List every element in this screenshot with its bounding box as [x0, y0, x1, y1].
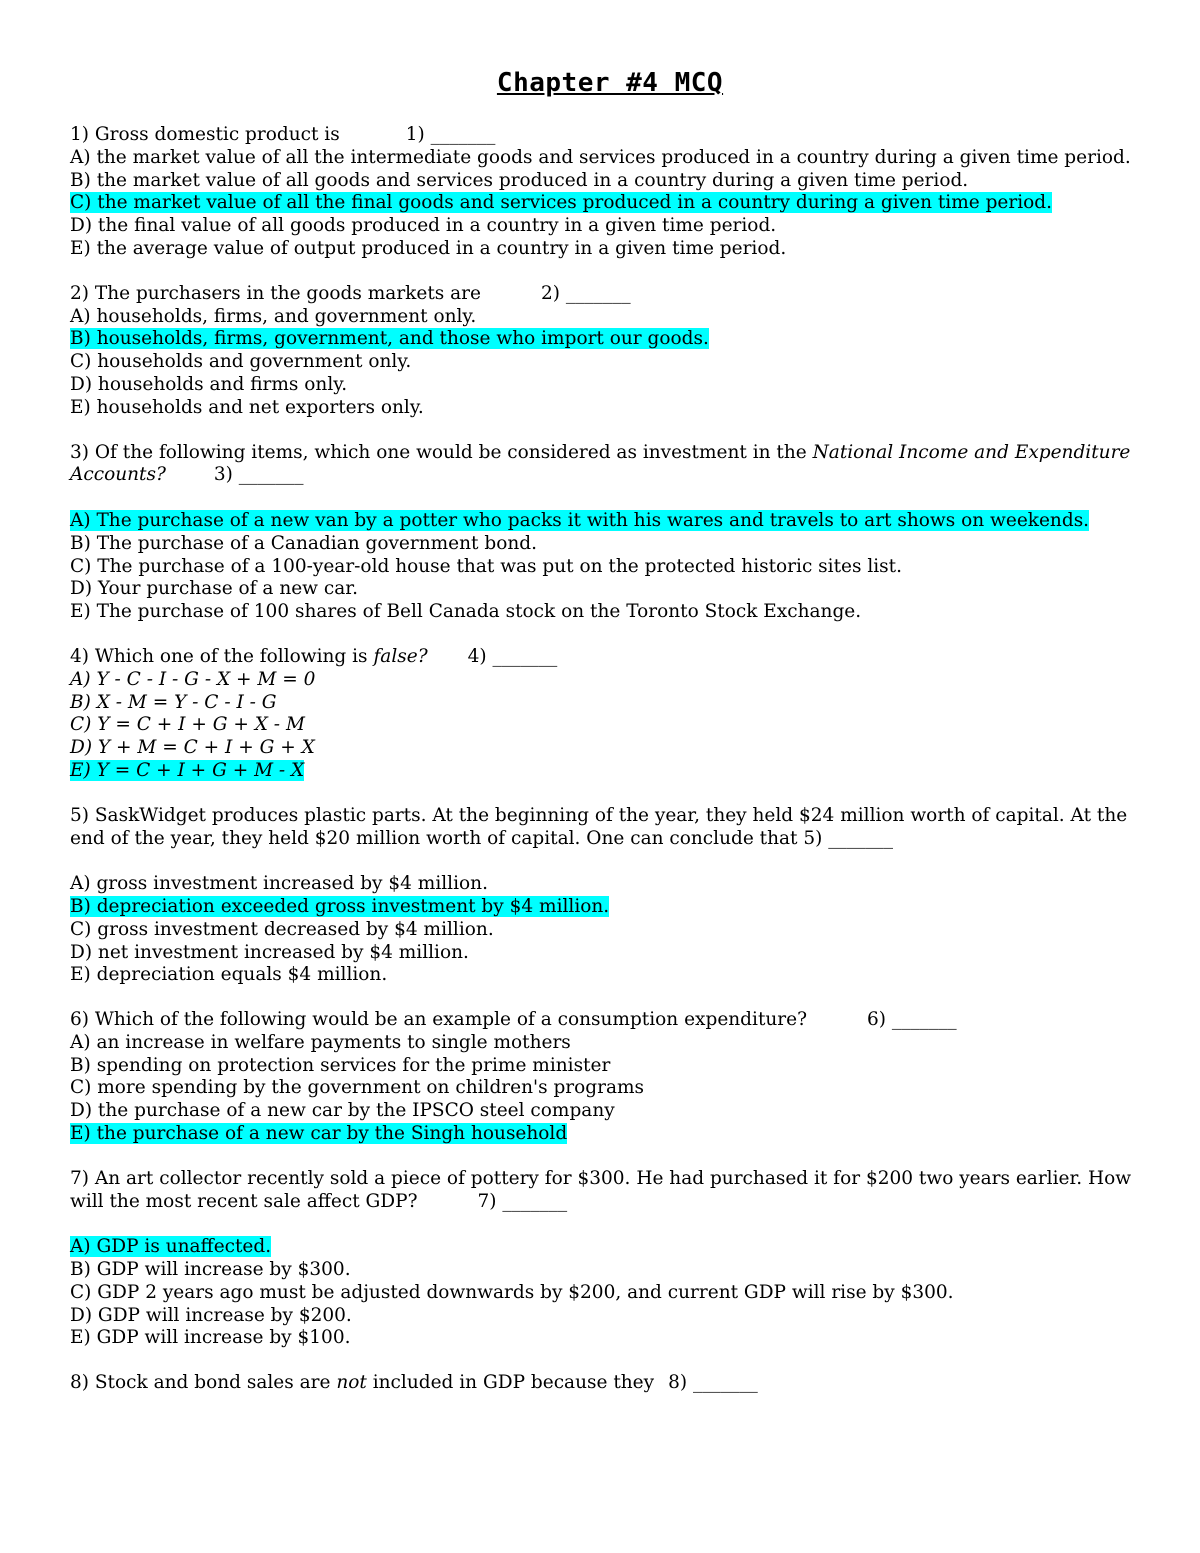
option-d: D) Y + M = C + I + G + X	[70, 737, 315, 759]
question-6	[70, 1009, 1150, 1146]
answer-blank: 5) _______	[803, 827, 894, 849]
option-a: A) Y - C - I - G - X + M = 0	[70, 668, 316, 690]
option-e-correct: E) the purchase of a new car by the Singh household	[70, 1123, 568, 1145]
answer-blank: 7) _______	[477, 1190, 568, 1212]
option-e: E) the average value of output produced in a country in a given time period.	[70, 237, 787, 259]
option-a-correct: A) The purchase of a new van by a potter who packs it with his wares and travels to art shows on weekends.	[70, 509, 1090, 531]
option-a: A) households, firms, and government only.	[70, 305, 477, 327]
option-c: C) households and government only.	[70, 351, 412, 373]
stem-italic-text: false?	[373, 645, 428, 667]
question-5	[70, 805, 1150, 987]
stem-italic-text: not	[336, 1372, 367, 1394]
option-e: E) depreciation equals $4 million.	[70, 964, 388, 986]
option-c: C) Y = C + I + G + X - M	[70, 714, 305, 736]
answer-blank: 1) _______	[405, 124, 496, 145]
option-d: D) households and firms only.	[70, 373, 348, 395]
option-a: A) an increase in welfare payments to single mothers	[70, 1031, 571, 1053]
answer-blank: 8) _______	[668, 1372, 758, 1394]
option-e: E) The purchase of 100 shares of Bell Canada stock on the Toronto Stock Exchange.	[70, 601, 862, 623]
question-7	[70, 1168, 1150, 1350]
answer-blank: 2) _______	[540, 282, 631, 304]
option-b: B) The purchase of a Canadian government bond.	[70, 532, 537, 554]
document-page	[70, 68, 1150, 1417]
stem-text: 6) Which of the following would be an example of a consumption expenditure?	[70, 1009, 808, 1031]
page-title: Chapter #4 MCQ	[496, 68, 724, 98]
answer-blank: 3) _______	[213, 464, 304, 486]
option-b-correct: B) depreciation exceeded gross investment by $4 million.	[70, 895, 610, 917]
option-c: C) gross investment decreased by $4 million.	[70, 918, 494, 940]
stem-text: 7) An art collector recently sold a piece of pottery for $300. He had purchased it for $200 two years earlier. How will the most recent sale affect GDP?	[70, 1167, 1132, 1212]
question-1	[70, 124, 1150, 261]
question-3	[70, 442, 1150, 624]
option-d: D) net investment increased by $4 million.	[70, 941, 469, 963]
option-a: A) the market value of all the intermediate goods and services produced in a country during a given time period.	[70, 146, 1131, 168]
option-c-correct: C) the market value of all the final goods and services produced in a country during a given time period.	[70, 192, 1052, 214]
option-e: E) GDP will increase by $100.	[70, 1327, 351, 1349]
question-stem	[70, 1009, 1150, 1032]
option-c: C) The purchase of a 100-year-old house that was put on the protected historic sites list.	[70, 555, 902, 577]
question-stem	[70, 805, 1150, 851]
option-d: D) GDP will increase by $200.	[70, 1304, 352, 1326]
question-stem	[70, 1372, 1150, 1395]
answer-blank: 6) _______	[867, 1009, 957, 1031]
question-stem	[70, 442, 1150, 488]
question-stem	[70, 283, 1150, 306]
question-stem	[70, 646, 1150, 669]
question-2	[70, 283, 1150, 420]
stem-text: 4) Which one of the following is	[70, 645, 368, 667]
stem-text: 3) Of the following items, which one would be considered as investment in the	[70, 441, 807, 463]
option-b: B) spending on protection services for the prime minister	[70, 1054, 611, 1076]
answer-blank: 4) _______	[467, 645, 558, 667]
option-b: B) GDP will increase by $300.	[70, 1259, 351, 1281]
option-c: C) GDP 2 years ago must be adjusted downwards by $200, and current GDP will rise by $300.	[70, 1281, 954, 1303]
question-stem	[70, 124, 1150, 147]
stem-text: 8) Stock and bond sales are	[70, 1372, 331, 1394]
stem-text-continued: included in GDP because they	[372, 1372, 655, 1394]
option-b: B) the market value of all goods and services produced in a country during a given time period.	[70, 169, 969, 191]
option-b-correct: B) households, firms, government, and those who import our goods.	[70, 328, 709, 350]
stem-text: 2) The purchasers in the goods markets are	[70, 282, 481, 304]
option-c: C) more spending by the government on children's programs	[70, 1077, 645, 1099]
stem-text: 1) Gross domestic product is	[70, 124, 340, 145]
option-b: B) X - M = Y - C - I - G	[70, 691, 277, 713]
stem-italic-text: National Income and Expenditure Accounts?	[70, 441, 1131, 486]
option-e: E) households and net exporters only.	[70, 396, 424, 418]
stem-text: 5) SaskWidget produces plastic parts. At the beginning of the year, they held $24 million worth of capital. At the end of the year, they held $20 million worth of capital. One can conclude that	[70, 804, 1128, 849]
option-a: A) gross investment increased by $4 million.	[70, 873, 488, 895]
option-d: D) the final value of all goods produced in a country in a given time period.	[70, 215, 777, 237]
option-e-correct: E) Y = C + I + G + M - X	[70, 759, 305, 781]
question-8	[70, 1372, 1150, 1395]
option-d: D) the purchase of a new car by the IPSCO steel company	[70, 1100, 615, 1122]
option-d: D) Your purchase of a new car.	[70, 578, 358, 600]
question-4	[70, 646, 1150, 783]
option-a-correct: A) GDP is unaffected.	[70, 1236, 272, 1258]
question-stem	[70, 1168, 1150, 1214]
